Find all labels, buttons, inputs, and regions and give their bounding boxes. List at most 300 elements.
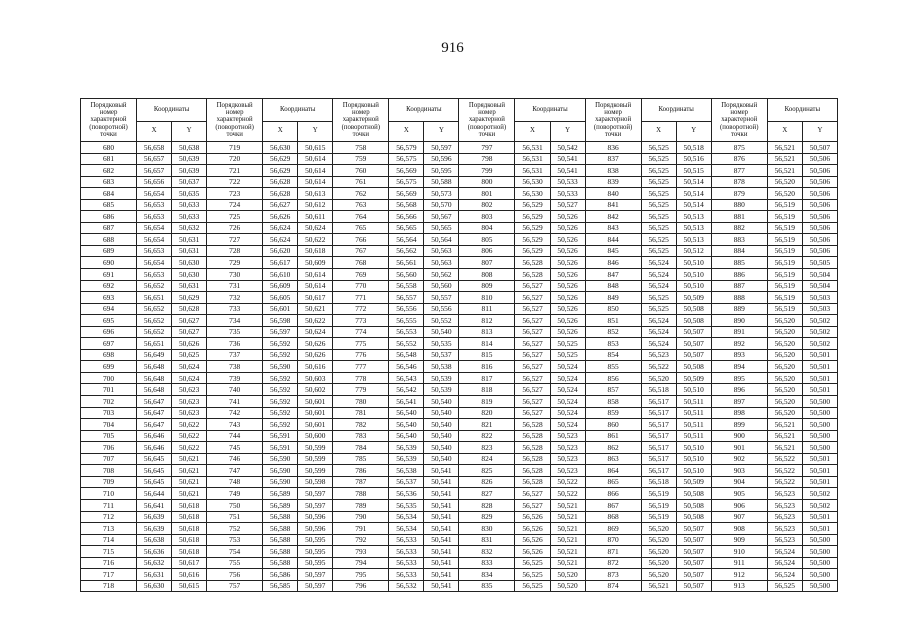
x-coordinate-cell: 56,520 — [767, 372, 802, 384]
point-number-cell: 826 — [459, 476, 515, 488]
point-number-cell: 902 — [711, 453, 767, 465]
table-row — [81, 269, 838, 281]
point-number-cell: 745 — [207, 442, 263, 454]
y-coordinate-cell: 50,573 — [424, 188, 459, 200]
y-coordinate-cell: 50,520 — [550, 580, 585, 592]
x-coordinate-cell: 56,579 — [389, 142, 424, 154]
x-coordinate-cell: 56,540 — [389, 430, 424, 442]
x-coordinate-cell: 56,528 — [515, 430, 550, 442]
y-coordinate-cell: 50,618 — [172, 523, 207, 535]
y-coordinate-cell: 50,600 — [298, 430, 333, 442]
x-coordinate-cell: 56,527 — [515, 338, 550, 350]
x-coordinate-cell: 56,517 — [641, 419, 676, 431]
x-coordinate-cell: 56,526 — [515, 534, 550, 546]
y-coordinate-cell: 50,622 — [172, 442, 207, 454]
point-number-cell: 765 — [333, 222, 389, 234]
y-coordinate-cell: 50,639 — [172, 153, 207, 165]
point-number-cell: 759 — [333, 153, 389, 165]
table-row — [81, 384, 838, 396]
point-number-cell: 695 — [81, 315, 137, 327]
point-number-cell: 712 — [81, 511, 137, 523]
y-coordinate-cell: 50,630 — [172, 269, 207, 281]
x-coordinate-cell: 56,522 — [767, 465, 802, 477]
point-number-cell: 822 — [459, 430, 515, 442]
y-coordinate-cell: 50,527 — [550, 199, 585, 211]
point-number-cell: 688 — [81, 234, 137, 246]
x-coordinate-cell: 56,525 — [641, 303, 676, 315]
y-coordinate-cell: 50,539 — [424, 384, 459, 396]
y-coordinate-cell: 50,556 — [424, 303, 459, 315]
y-coordinate-cell: 50,541 — [550, 165, 585, 177]
y-coordinate-cell: 50,510 — [676, 269, 711, 281]
x-coordinate-cell: 56,620 — [263, 245, 298, 257]
x-coordinate-cell: 56,617 — [263, 257, 298, 269]
x-coordinate-cell: 56,592 — [263, 407, 298, 419]
table-body — [81, 142, 838, 592]
x-coordinate-cell: 56,528 — [515, 442, 550, 454]
y-coordinate-cell: 50,595 — [298, 546, 333, 558]
point-number-cell: 855 — [585, 361, 641, 373]
y-coordinate-cell: 50,502 — [802, 488, 837, 500]
point-number-cell: 797 — [459, 142, 515, 154]
point-number-cell: 876 — [711, 153, 767, 165]
y-coordinate-cell: 50,507 — [802, 142, 837, 154]
header-x: X — [137, 122, 172, 142]
point-number-cell: 884 — [711, 245, 767, 257]
point-number-cell: 692 — [81, 280, 137, 292]
point-number-cell: 732 — [207, 292, 263, 304]
x-coordinate-cell: 56,527 — [515, 488, 550, 500]
table-row — [81, 534, 838, 546]
y-coordinate-cell: 50,514 — [676, 199, 711, 211]
point-number-cell: 896 — [711, 384, 767, 396]
y-coordinate-cell: 50,539 — [424, 372, 459, 384]
point-number-cell: 839 — [585, 176, 641, 188]
point-number-cell: 738 — [207, 361, 263, 373]
y-coordinate-cell: 50,526 — [550, 234, 585, 246]
y-coordinate-cell: 50,506 — [802, 222, 837, 234]
x-coordinate-cell: 56,552 — [389, 338, 424, 350]
y-coordinate-cell: 50,524 — [550, 419, 585, 431]
point-number-cell: 803 — [459, 211, 515, 223]
point-number-cell: 756 — [207, 569, 263, 581]
point-number-cell: 733 — [207, 303, 263, 315]
y-coordinate-cell: 50,500 — [802, 557, 837, 569]
x-coordinate-cell: 56,652 — [137, 315, 172, 327]
y-coordinate-cell: 50,638 — [172, 142, 207, 154]
x-coordinate-cell: 56,519 — [641, 499, 676, 511]
point-number-cell: 894 — [711, 361, 767, 373]
x-coordinate-cell: 56,517 — [641, 465, 676, 477]
point-number-cell: 770 — [333, 280, 389, 292]
x-coordinate-cell: 56,592 — [263, 338, 298, 350]
point-number-cell: 810 — [459, 292, 515, 304]
y-coordinate-cell: 50,614 — [298, 280, 333, 292]
table-row — [81, 372, 838, 384]
x-coordinate-cell: 56,588 — [263, 511, 298, 523]
point-number-cell: 743 — [207, 419, 263, 431]
y-coordinate-cell: 50,622 — [172, 419, 207, 431]
y-coordinate-cell: 50,507 — [676, 546, 711, 558]
point-number-cell: 762 — [333, 188, 389, 200]
x-coordinate-cell: 56,524 — [767, 546, 802, 558]
y-coordinate-cell: 50,541 — [424, 569, 459, 581]
y-coordinate-cell: 50,542 — [550, 142, 585, 154]
point-number-cell: 901 — [711, 442, 767, 454]
point-number-cell: 802 — [459, 199, 515, 211]
x-coordinate-cell: 56,517 — [641, 396, 676, 408]
point-number-cell: 900 — [711, 430, 767, 442]
y-coordinate-cell: 50,611 — [298, 211, 333, 223]
x-coordinate-cell: 56,525 — [515, 569, 550, 581]
point-number-cell: 789 — [333, 499, 389, 511]
x-coordinate-cell: 56,521 — [767, 142, 802, 154]
table-row — [81, 488, 838, 500]
point-number-cell: 747 — [207, 465, 263, 477]
x-coordinate-cell: 56,548 — [389, 349, 424, 361]
y-coordinate-cell: 50,506 — [802, 211, 837, 223]
y-coordinate-cell: 50,540 — [424, 442, 459, 454]
y-coordinate-cell: 50,506 — [802, 188, 837, 200]
x-coordinate-cell: 56,631 — [137, 569, 172, 581]
y-coordinate-cell: 50,521 — [550, 557, 585, 569]
point-number-cell: 776 — [333, 349, 389, 361]
x-coordinate-cell: 56,535 — [389, 499, 424, 511]
y-coordinate-cell: 50,520 — [550, 569, 585, 581]
x-coordinate-cell: 56,529 — [515, 222, 550, 234]
x-coordinate-cell: 56,527 — [515, 349, 550, 361]
point-number-cell: 862 — [585, 442, 641, 454]
y-coordinate-cell: 50,562 — [424, 269, 459, 281]
y-coordinate-cell: 50,521 — [550, 546, 585, 558]
x-coordinate-cell: 56,525 — [641, 165, 676, 177]
header-point-number: Порядковый номер характерной (поворотной) точки — [207, 99, 263, 142]
x-coordinate-cell: 56,530 — [515, 188, 550, 200]
x-coordinate-cell: 56,526 — [515, 546, 550, 558]
point-number-cell: 778 — [333, 372, 389, 384]
point-number-cell: 852 — [585, 326, 641, 338]
x-coordinate-cell: 56,527 — [515, 372, 550, 384]
y-coordinate-cell: 50,508 — [676, 488, 711, 500]
table-row — [81, 419, 838, 431]
x-coordinate-cell: 56,524 — [641, 315, 676, 327]
y-coordinate-cell: 50,507 — [676, 569, 711, 581]
header-y: Y — [172, 122, 207, 142]
y-coordinate-cell: 50,505 — [802, 257, 837, 269]
point-number-cell: 861 — [585, 430, 641, 442]
point-number-cell: 872 — [585, 557, 641, 569]
point-number-cell: 757 — [207, 580, 263, 592]
x-coordinate-cell: 56,645 — [137, 465, 172, 477]
point-number-cell: 761 — [333, 176, 389, 188]
header-y: Y — [676, 122, 711, 142]
point-number-cell: 870 — [585, 534, 641, 546]
point-number-cell: 905 — [711, 488, 767, 500]
x-coordinate-cell: 56,553 — [389, 326, 424, 338]
y-coordinate-cell: 50,521 — [550, 511, 585, 523]
x-coordinate-cell: 56,566 — [389, 211, 424, 223]
x-coordinate-cell: 56,529 — [515, 199, 550, 211]
x-coordinate-cell: 56,525 — [515, 557, 550, 569]
coordinates-table — [80, 98, 838, 592]
y-coordinate-cell: 50,538 — [424, 361, 459, 373]
point-number-cell: 684 — [81, 188, 137, 200]
x-coordinate-cell: 56,639 — [137, 511, 172, 523]
point-number-cell: 753 — [207, 534, 263, 546]
point-number-cell: 794 — [333, 557, 389, 569]
x-coordinate-cell: 56,569 — [389, 165, 424, 177]
point-number-cell: 891 — [711, 326, 767, 338]
point-number-cell: 895 — [711, 372, 767, 384]
y-coordinate-cell: 50,540 — [424, 430, 459, 442]
y-coordinate-cell: 50,523 — [550, 430, 585, 442]
y-coordinate-cell: 50,526 — [550, 211, 585, 223]
point-number-cell: 800 — [459, 176, 515, 188]
point-number-cell: 850 — [585, 303, 641, 315]
point-number-cell: 693 — [81, 292, 137, 304]
x-coordinate-cell: 56,520 — [767, 315, 802, 327]
x-coordinate-cell: 56,520 — [767, 384, 802, 396]
point-number-cell: 779 — [333, 384, 389, 396]
x-coordinate-cell: 56,590 — [263, 465, 298, 477]
point-number-cell: 696 — [81, 326, 137, 338]
x-coordinate-cell: 56,531 — [515, 153, 550, 165]
y-coordinate-cell: 50,521 — [550, 534, 585, 546]
x-coordinate-cell: 56,586 — [263, 569, 298, 581]
y-coordinate-cell: 50,501 — [802, 511, 837, 523]
x-coordinate-cell: 56,533 — [389, 557, 424, 569]
point-number-cell: 766 — [333, 234, 389, 246]
point-number-cell: 868 — [585, 511, 641, 523]
y-coordinate-cell: 50,501 — [802, 349, 837, 361]
point-number-cell: 867 — [585, 499, 641, 511]
x-coordinate-cell: 56,539 — [389, 453, 424, 465]
point-number-cell: 763 — [333, 199, 389, 211]
x-coordinate-cell: 56,644 — [137, 488, 172, 500]
y-coordinate-cell: 50,526 — [550, 222, 585, 234]
x-coordinate-cell: 56,523 — [767, 488, 802, 500]
y-coordinate-cell: 50,524 — [550, 396, 585, 408]
point-number-cell: 907 — [711, 511, 767, 523]
point-number-cell: 746 — [207, 453, 263, 465]
point-number-cell: 683 — [81, 176, 137, 188]
point-number-cell: 877 — [711, 165, 767, 177]
point-number-cell: 813 — [459, 326, 515, 338]
y-coordinate-cell: 50,501 — [802, 372, 837, 384]
y-coordinate-cell: 50,570 — [424, 199, 459, 211]
x-coordinate-cell: 56,519 — [641, 488, 676, 500]
point-number-cell: 686 — [81, 211, 137, 223]
x-coordinate-cell: 56,648 — [137, 384, 172, 396]
point-number-cell: 772 — [333, 303, 389, 315]
y-coordinate-cell: 50,504 — [802, 269, 837, 281]
point-number-cell: 808 — [459, 269, 515, 281]
point-number-cell: 832 — [459, 546, 515, 558]
point-number-cell: 735 — [207, 326, 263, 338]
point-number-cell: 700 — [81, 372, 137, 384]
y-coordinate-cell: 50,514 — [676, 188, 711, 200]
x-coordinate-cell: 56,651 — [137, 292, 172, 304]
y-coordinate-cell: 50,596 — [298, 523, 333, 535]
x-coordinate-cell: 56,520 — [641, 534, 676, 546]
point-number-cell: 697 — [81, 338, 137, 350]
point-number-cell: 858 — [585, 396, 641, 408]
y-coordinate-cell: 50,523 — [550, 453, 585, 465]
x-coordinate-cell: 56,630 — [137, 580, 172, 592]
y-coordinate-cell: 50,621 — [172, 476, 207, 488]
x-coordinate-cell: 56,647 — [137, 407, 172, 419]
x-coordinate-cell: 56,592 — [263, 419, 298, 431]
x-coordinate-cell: 56,521 — [767, 165, 802, 177]
point-number-cell: 812 — [459, 315, 515, 327]
point-number-cell: 890 — [711, 315, 767, 327]
x-coordinate-cell: 56,648 — [137, 372, 172, 384]
x-coordinate-cell: 56,531 — [515, 142, 550, 154]
x-coordinate-cell: 56,520 — [641, 557, 676, 569]
point-number-cell: 849 — [585, 292, 641, 304]
x-coordinate-cell: 56,527 — [515, 384, 550, 396]
y-coordinate-cell: 50,601 — [298, 407, 333, 419]
y-coordinate-cell: 50,601 — [298, 396, 333, 408]
point-number-cell: 893 — [711, 349, 767, 361]
point-number-cell: 848 — [585, 280, 641, 292]
x-coordinate-cell: 56,609 — [263, 280, 298, 292]
y-coordinate-cell: 50,524 — [550, 407, 585, 419]
y-coordinate-cell: 50,618 — [172, 546, 207, 558]
x-coordinate-cell: 56,654 — [137, 188, 172, 200]
y-coordinate-cell: 50,629 — [172, 292, 207, 304]
point-number-cell: 835 — [459, 580, 515, 592]
y-coordinate-cell: 50,622 — [172, 430, 207, 442]
x-coordinate-cell: 56,653 — [137, 199, 172, 211]
y-coordinate-cell: 50,588 — [424, 176, 459, 188]
point-number-cell: 690 — [81, 257, 137, 269]
x-coordinate-cell: 56,540 — [389, 407, 424, 419]
y-coordinate-cell: 50,621 — [172, 465, 207, 477]
x-coordinate-cell: 56,560 — [389, 269, 424, 281]
y-coordinate-cell: 50,639 — [172, 165, 207, 177]
y-coordinate-cell: 50,507 — [676, 557, 711, 569]
x-coordinate-cell: 56,527 — [515, 499, 550, 511]
y-coordinate-cell: 50,614 — [298, 165, 333, 177]
y-coordinate-cell: 50,540 — [424, 453, 459, 465]
x-coordinate-cell: 56,527 — [515, 292, 550, 304]
header-coordinates: Координаты — [389, 99, 459, 122]
x-coordinate-cell: 56,523 — [767, 511, 802, 523]
y-coordinate-cell: 50,595 — [298, 534, 333, 546]
point-number-cell: 882 — [711, 222, 767, 234]
point-number-cell: 704 — [81, 419, 137, 431]
x-coordinate-cell: 56,647 — [137, 396, 172, 408]
point-number-cell: 892 — [711, 338, 767, 350]
x-coordinate-cell: 56,632 — [137, 557, 172, 569]
point-number-cell: 831 — [459, 534, 515, 546]
y-coordinate-cell: 50,597 — [298, 580, 333, 592]
x-coordinate-cell: 56,525 — [641, 153, 676, 165]
y-coordinate-cell: 50,506 — [802, 199, 837, 211]
x-coordinate-cell: 56,517 — [641, 442, 676, 454]
x-coordinate-cell: 56,569 — [389, 188, 424, 200]
x-coordinate-cell: 56,524 — [641, 269, 676, 281]
x-coordinate-cell: 56,523 — [767, 523, 802, 535]
point-number-cell: 863 — [585, 453, 641, 465]
x-coordinate-cell: 56,525 — [515, 580, 550, 592]
point-number-cell: 702 — [81, 396, 137, 408]
point-number-cell: 911 — [711, 557, 767, 569]
point-number-cell: 781 — [333, 407, 389, 419]
header-coordinates: Координаты — [137, 99, 207, 122]
y-coordinate-cell: 50,535 — [424, 338, 459, 350]
y-coordinate-cell: 50,501 — [802, 476, 837, 488]
y-coordinate-cell: 50,526 — [550, 292, 585, 304]
table-row — [81, 569, 838, 581]
y-coordinate-cell: 50,506 — [802, 176, 837, 188]
header-x: X — [389, 122, 424, 142]
x-coordinate-cell: 56,518 — [641, 476, 676, 488]
y-coordinate-cell: 50,635 — [172, 188, 207, 200]
table-row — [81, 557, 838, 569]
x-coordinate-cell: 56,588 — [263, 557, 298, 569]
x-coordinate-cell: 56,519 — [767, 280, 802, 292]
header-x: X — [263, 122, 298, 142]
x-coordinate-cell: 56,636 — [137, 546, 172, 558]
x-coordinate-cell: 56,646 — [137, 442, 172, 454]
x-coordinate-cell: 56,520 — [641, 372, 676, 384]
y-coordinate-cell: 50,540 — [424, 396, 459, 408]
x-coordinate-cell: 56,543 — [389, 372, 424, 384]
y-coordinate-cell: 50,541 — [424, 499, 459, 511]
y-coordinate-cell: 50,540 — [424, 407, 459, 419]
y-coordinate-cell: 50,522 — [550, 488, 585, 500]
y-coordinate-cell: 50,533 — [550, 188, 585, 200]
y-coordinate-cell: 50,524 — [550, 384, 585, 396]
x-coordinate-cell: 56,556 — [389, 303, 424, 315]
point-number-cell: 805 — [459, 234, 515, 246]
y-coordinate-cell: 50,526 — [550, 326, 585, 338]
x-coordinate-cell: 56,534 — [389, 523, 424, 535]
x-coordinate-cell: 56,527 — [515, 326, 550, 338]
header-y: Y — [550, 122, 585, 142]
point-number-cell: 709 — [81, 476, 137, 488]
point-number-cell: 903 — [711, 465, 767, 477]
point-number-cell: 783 — [333, 430, 389, 442]
point-number-cell: 764 — [333, 211, 389, 223]
x-coordinate-cell: 56,534 — [389, 511, 424, 523]
y-coordinate-cell: 50,624 — [172, 361, 207, 373]
point-number-cell: 798 — [459, 153, 515, 165]
point-number-cell: 719 — [207, 142, 263, 154]
point-number-cell: 801 — [459, 188, 515, 200]
table-row — [81, 407, 838, 419]
point-number-cell: 742 — [207, 407, 263, 419]
x-coordinate-cell: 56,653 — [137, 211, 172, 223]
point-number-cell: 782 — [333, 419, 389, 431]
y-coordinate-cell: 50,511 — [676, 407, 711, 419]
y-coordinate-cell: 50,524 — [550, 361, 585, 373]
y-coordinate-cell: 50,510 — [676, 453, 711, 465]
table-row — [81, 280, 838, 292]
x-coordinate-cell: 56,652 — [137, 326, 172, 338]
y-coordinate-cell: 50,624 — [298, 326, 333, 338]
y-coordinate-cell: 50,500 — [802, 396, 837, 408]
point-number-cell: 883 — [711, 234, 767, 246]
x-coordinate-cell: 56,627 — [263, 199, 298, 211]
x-coordinate-cell: 56,598 — [263, 315, 298, 327]
table-row — [81, 153, 838, 165]
header-point-number: Порядковый номер характерной (поворотной) точки — [711, 99, 767, 142]
header-y: Y — [424, 122, 459, 142]
x-coordinate-cell: 56,523 — [767, 499, 802, 511]
